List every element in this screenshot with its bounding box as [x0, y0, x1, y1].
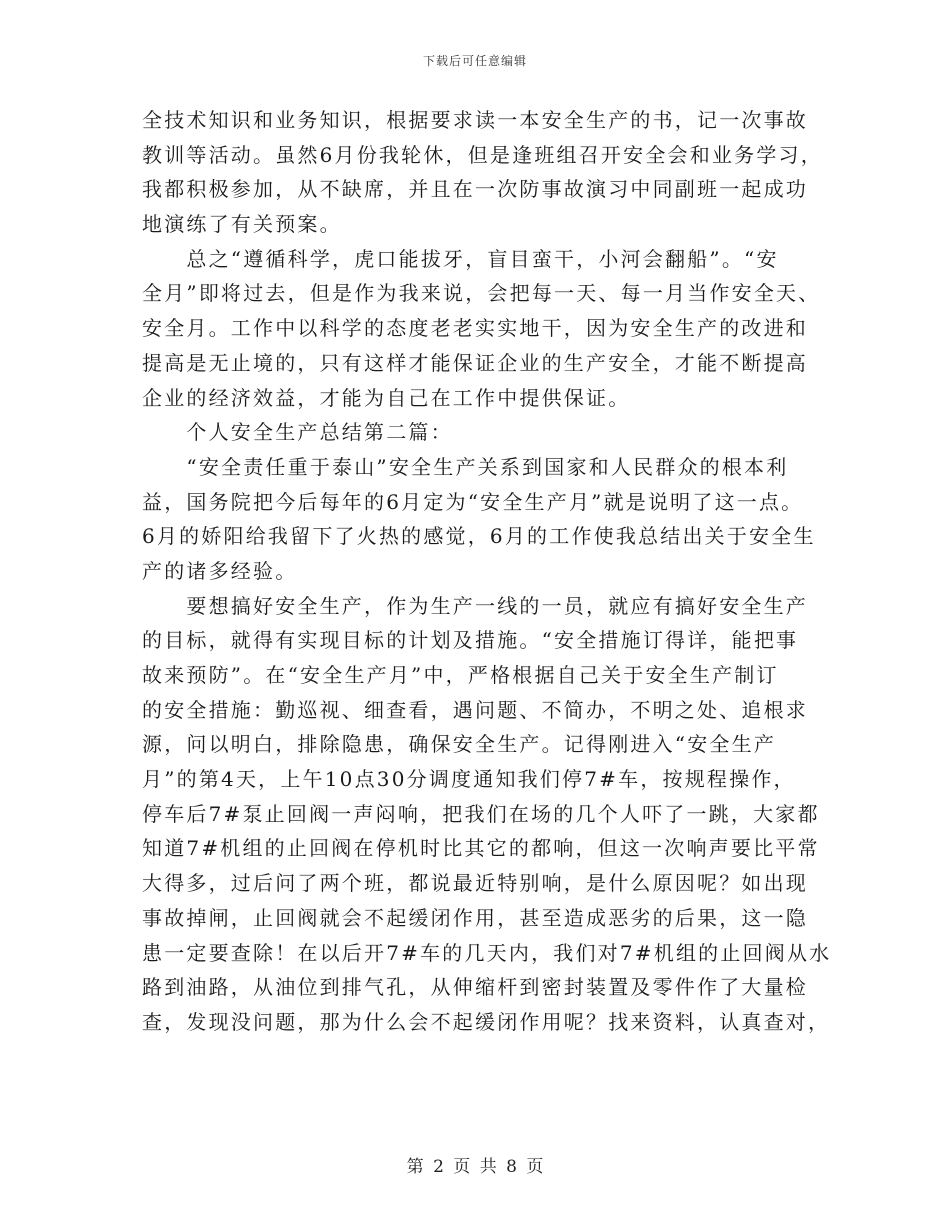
text-line: 路到油路，从油位到排气孔，从伸缩杆到密封装置及零件作了大量检 [142, 975, 808, 1000]
text-line: 安全月。工作中以科学的态度老老实实地干，因为安全生产的改进和 [142, 316, 808, 341]
text-line: 6月的娇阳给我留下了火热的感觉，6月的工作使我总结出关于安全生 [142, 524, 816, 549]
text-line: 企业的经济效益，才能为自己在工作中提供保证。 [142, 385, 631, 410]
text-line: 我都积极参加，从不缺席，并且在一次防事故演习中同副班一起成功 [142, 177, 808, 202]
text-line: 停车后7#泵止回阀一声闷响，把我们在场的几个人吓了一跳，大家都 [142, 801, 820, 826]
text-line: 大得多，过后问了两个班，都说最近特别响，是什么原因呢？如出现 [142, 871, 808, 896]
text-line: 全技术知识和业务知识，根据要求读一本安全生产的书，记一次事故 [142, 108, 808, 132]
page-header: 下载后可任意编辑 [422, 54, 527, 68]
text-line: 源，问以明白，排除隐患，确保安全生产。记得刚进入“安全生产 [142, 732, 777, 757]
page-number: 第 2 页 共 8 页 [406, 1157, 544, 1177]
text-line: 月”的第4天，上午10点30分调度通知我们停7#车，按规程操作， [142, 767, 796, 792]
text-line: 故来预防”。在“安全生产月”中，严格根据自己关于安全生产制订 [142, 663, 779, 687]
text-line: 地演练了有关预案。 [142, 212, 342, 237]
text-line: 的安全措施：勤巡视、细查看，遇问题、不简办，不明之处、追根求 [142, 697, 808, 722]
section-heading: 个人安全生产总结第二篇： [142, 420, 453, 445]
document-body [142, 103, 832, 1040]
text-line: “安全责任重于泰山”安全生产关系到国家和人民群众的根本利 [142, 454, 789, 479]
text-line: 益，国务院把今后每年的6月定为“安全生产月”就是说明了这一点。 [142, 489, 804, 514]
text-line: 知道7#机组的止回阀在停机时比其它的都响，但这一次响声要比平常 [142, 836, 820, 861]
text-line: 总之“遵循科学，虎口能拔牙，盲目蛮干，小河会翻船”。“安 [142, 246, 779, 271]
text-line: 查，发现没问题，那为什么会不起缓闭作用呢？找来资料，认真查对， [142, 1009, 831, 1034]
text-line: 要想搞好安全生产，作为生产一线的一员，就应有搞好安全生产 [142, 593, 808, 618]
text-line: 全月”即将过去，但是作为我来说，会把每一天、每一月当作安全天、 [142, 281, 821, 306]
text-line: 患一定要查除！在以后开7#车的几天内，我们对7#机组的止回阀从水 [142, 940, 832, 965]
text-line: 提高是无止境的，只有这样才能保证企业的生产安全，才能不断提高 [142, 350, 808, 375]
text-line: 事故掉闸，止回阀就会不起缓闭作用，甚至造成恶劣的后果，这一隐 [142, 905, 808, 930]
text-line: 产的诸多经验。 [142, 558, 298, 583]
text-line: 的目标，就得有实现目标的计划及措施。“安全措施订得详，能把事 [142, 628, 799, 653]
text-line: 教训等活动。虽然6月份我轮休，但是逢班组召开安全会和业务学习， [142, 142, 823, 167]
